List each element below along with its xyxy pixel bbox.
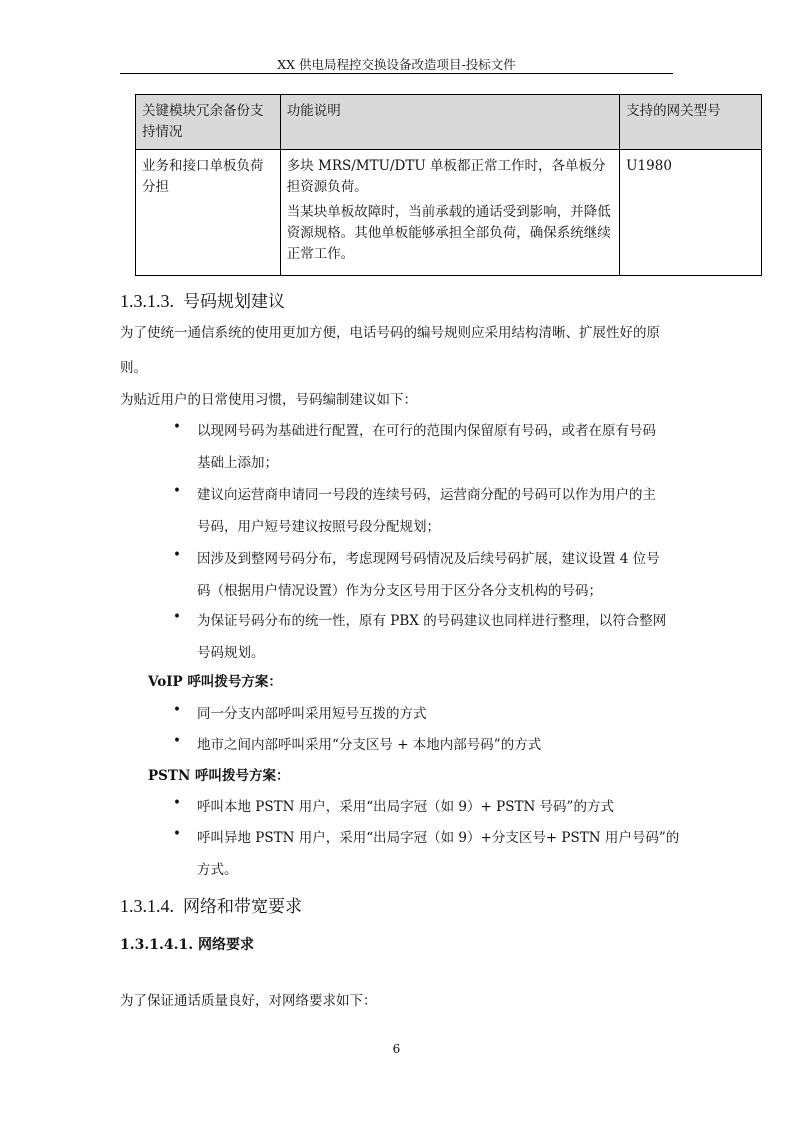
list-item-text: 呼叫异地 PSTN 用户，采用“出局字冠（如 9）+分支区号+ PSTN 用户号码”的 (197, 830, 680, 846)
paragraph: 则。 (120, 360, 147, 376)
paragraph: 为贴近用户的日常使用习惯，号码编制建议如下： (120, 392, 417, 408)
table-header-cell: 关键模块冗余备份支持情况 (136, 95, 281, 150)
heading-number: 1.3.1.4. (120, 896, 174, 916)
table-cell-desc (280, 150, 619, 276)
bullet-icon: • (173, 733, 181, 749)
table-header-row (136, 95, 762, 150)
desc-paragraph: 当某块单板故障时，当前承载的通话受到影响，并降低资源规格。其他单板能够承担全部负荷，确保系统继续正常工作。 (286, 204, 611, 262)
section-heading-1-3-1-4-1 (120, 934, 254, 954)
bullet-icon: • (173, 795, 181, 811)
pstn-heading: PSTN 呼叫拨号方案： (148, 768, 290, 784)
heading-title: 网络和带宽要求 (183, 897, 302, 917)
voip-heading: VoIP 呼叫拨号方案： (148, 674, 282, 690)
list-item-text: 为保证号码分布的统一性，原有 PBX 的号码建议也同样进行整理，以符合整网 (197, 613, 667, 629)
table-header-cell: 功能说明 (280, 95, 619, 150)
bullet-icon: • (173, 547, 181, 563)
list-item-text: 号码规划。 (197, 645, 265, 661)
heading-title: 号码规划建议 (183, 292, 285, 312)
section-heading-1-3-1-4 (120, 892, 302, 917)
list-item-text: 地市之间内部呼叫采用“分支区号 + 本地内部号码”的方式 (197, 737, 542, 753)
redundancy-table (135, 94, 762, 276)
desc-paragraph: 多块 MRS/MTU/DTU 单板都正常工作时，各单板分担资源负荷。 (286, 158, 606, 195)
list-item-text: 号码，用户短号建议按照号段分配规划； (197, 519, 440, 535)
table-header-cell: 支持的网关型号 (620, 95, 762, 150)
heading-title: 网络要求 (197, 937, 254, 953)
bullet-icon: • (173, 483, 181, 499)
header-divider (120, 73, 673, 74)
bullet-icon: • (173, 609, 181, 625)
paragraph: 为了使统一通信系统的使用更加方便，电话号码的编号规则应采用结构清晰、扩展性好的原 (120, 325, 660, 341)
page-header: XX 供电局程控交换设备改造项目-投标文件 (277, 57, 516, 72)
list-item-text: 以现网号码为基础进行配置，在可行的范围内保留原有号码，或者在原有号码 (197, 423, 656, 439)
list-item-text: 因涉及到整网号码分布，考虑现网号码情况及后续号码扩展，建议设置 4 位号 (197, 551, 660, 567)
section-heading-1-3-1-3 (120, 287, 285, 312)
heading-number: 1.3.1.3. (120, 291, 174, 311)
bullet-icon: • (173, 702, 181, 718)
table-row (136, 150, 762, 276)
page-number: 6 (392, 1042, 401, 1056)
bullet-icon: • (173, 419, 181, 435)
table-cell-module: 业务和接口单板负荷分担 (136, 150, 281, 276)
bullet-icon: • (173, 826, 181, 842)
table-cell-model: U1980 (620, 150, 762, 276)
list-item-text: 码（根据用户情况设置）作为分支区号用于区分各分支机构的号码； (197, 583, 602, 599)
list-item-text: 同一分支内部呼叫采用短号互拨的方式 (197, 706, 427, 722)
list-item-text: 基础上添加； (197, 455, 278, 471)
list-item-text: 方式。 (197, 862, 238, 878)
paragraph: 为了保证通话质量良好，对网络要求如下： (120, 993, 377, 1009)
list-item-text: 建议向运营商申请同一号段的连续号码，运营商分配的号码可以作为用户的主 (197, 487, 656, 503)
heading-number: 1.3.1.4.1. (120, 937, 194, 953)
list-item-text: 呼叫本地 PSTN 用户，采用“出局字冠（如 9）+ PSTN 号码”的方式 (197, 799, 614, 815)
